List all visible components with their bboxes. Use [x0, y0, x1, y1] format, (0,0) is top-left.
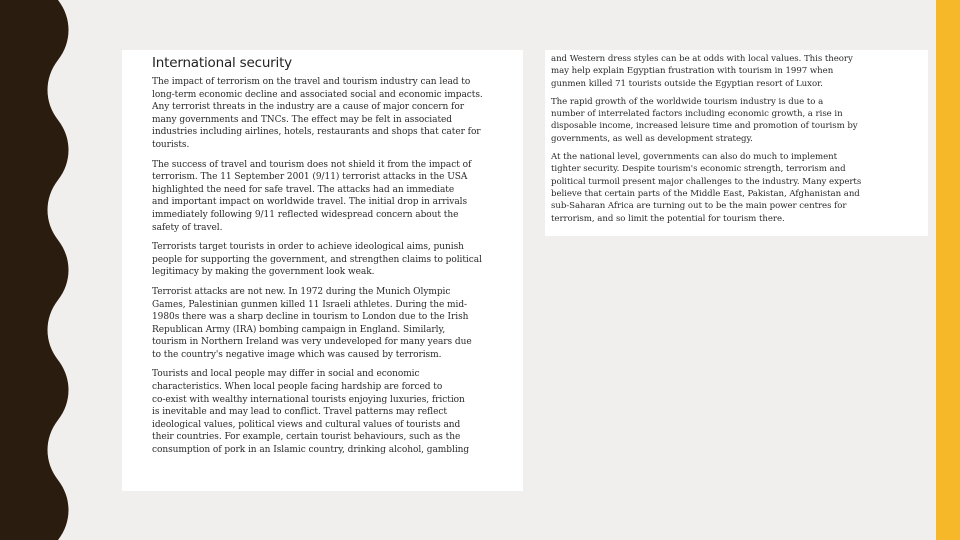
text-line: tourists.	[152, 139, 190, 150]
text-line: At the national level, governments can also do much to implement	[551, 152, 838, 163]
section-heading: International security	[152, 55, 292, 71]
text-line: people for supporting the government, and strengthen claims to political	[152, 254, 482, 265]
right-page-body	[551, 53, 928, 225]
text-line: their countries. For example, certain tourist behaviours, such as the	[152, 432, 461, 443]
text-line: and Western dress styles can be at odds with local values. This theory	[551, 54, 853, 64]
text-line: tighter security. Despite tourism's economic strength, terrorism and	[551, 164, 846, 175]
paragraph	[551, 96, 928, 145]
text-line: highlighted the need for safe travel. The attacks had an immediate	[152, 184, 455, 195]
text-line: Republican Army (IRA) bombing campaign in England. Similarly,	[152, 324, 446, 335]
paragraph	[152, 76, 523, 152]
text-line: to the country's negative image which was caused by terrorism.	[152, 349, 442, 360]
text-line: tourism in Northern Ireland was very undeveloped for many years due	[152, 337, 472, 348]
text-line: gunmen killed 71 tourists outside the Egyptian resort of Luxor.	[551, 78, 823, 89]
text-line: immediately following 9/11 reflected widespread concern about the	[152, 209, 459, 220]
text-line: sub-Saharan Africa are turning out to be the main power centres for	[551, 201, 847, 212]
text-line: and important impact on worldwide travel. The initial drop in arrivals	[152, 197, 468, 208]
text-line: Tourists and local people may differ in social and economic	[152, 369, 420, 380]
text-line: believe that certain parts of the Middle East, Pakistan, Afghanistan and	[551, 188, 860, 199]
text-line: 1980s there was a sharp decline in tourism to London due to the Irish	[152, 312, 469, 323]
text-line: Any terrorist threats in the industry are a cause of major concern for	[152, 102, 464, 113]
text-line: Terrorists target tourists in order to achieve ideological aims, punish	[152, 242, 464, 253]
text-line: many governments and TNCs. The effect may be felt in associated	[152, 114, 452, 125]
text-line: political turmoil present major challenges to the industry. Many experts	[551, 176, 862, 187]
text-line: consumption of pork in an Islamic country, drinking alcohol, gambling	[152, 445, 470, 456]
text-line: Terrorist attacks are not new. In 1972 during the Munich Olympic	[152, 286, 451, 297]
text-line: disposable income, increased leisure time and promotion of tourism by	[551, 121, 858, 132]
paragraph	[152, 159, 523, 235]
decorative-scalloped-border	[0, 0, 80, 540]
text-line: number of interrelated factors including economic growth, a rise in	[551, 109, 843, 120]
text-line: governments, as well as development strategy.	[551, 133, 753, 144]
document-page-right	[545, 50, 928, 236]
paragraph	[152, 241, 523, 279]
text-line: is inevitable and may lead to conflict. Travel patterns may reflect	[152, 407, 447, 418]
text-line: may help explain Egyptian frustration with tourism in 1997 when	[551, 66, 834, 77]
text-line: terrorism. The 11 September 2001 (9/11) terrorist attacks in the USA	[152, 172, 468, 183]
text-line: legitimacy by making the government look weak.	[152, 267, 375, 278]
paragraph	[152, 286, 523, 362]
text-line: The rapid growth of the worldwide tourism industry is due to a	[551, 96, 824, 107]
paragraph	[152, 368, 523, 456]
text-line: ideological values, political views and cultural values of tourists and	[152, 419, 461, 430]
text-line: co-exist with wealthy international tourists enjoying luxuries, friction	[152, 394, 465, 405]
document-page-left	[122, 50, 523, 491]
text-line: characteristics. When local people facing hardship are forced to	[152, 382, 443, 393]
text-line: safety of travel.	[152, 222, 223, 233]
text-line: terrorism, and so limit the potential for tourism there.	[551, 213, 785, 224]
text-line: The impact of terrorism on the travel and tourism industry can lead to	[152, 77, 471, 87]
paragraph	[551, 151, 928, 225]
paragraph	[551, 53, 928, 90]
accent-bar	[936, 0, 960, 540]
text-line: Games, Palestinian gunmen killed 11 Israeli athletes. During the mid-	[152, 299, 468, 310]
text-line: industries including airlines, hotels, restaurants and shops that cater for	[152, 127, 481, 138]
text-line: The success of travel and tourism does not shield it from the impact of	[152, 159, 472, 170]
text-line: long-term economic decline and associated social and economic impacts.	[152, 89, 483, 100]
left-page-body	[152, 76, 523, 457]
